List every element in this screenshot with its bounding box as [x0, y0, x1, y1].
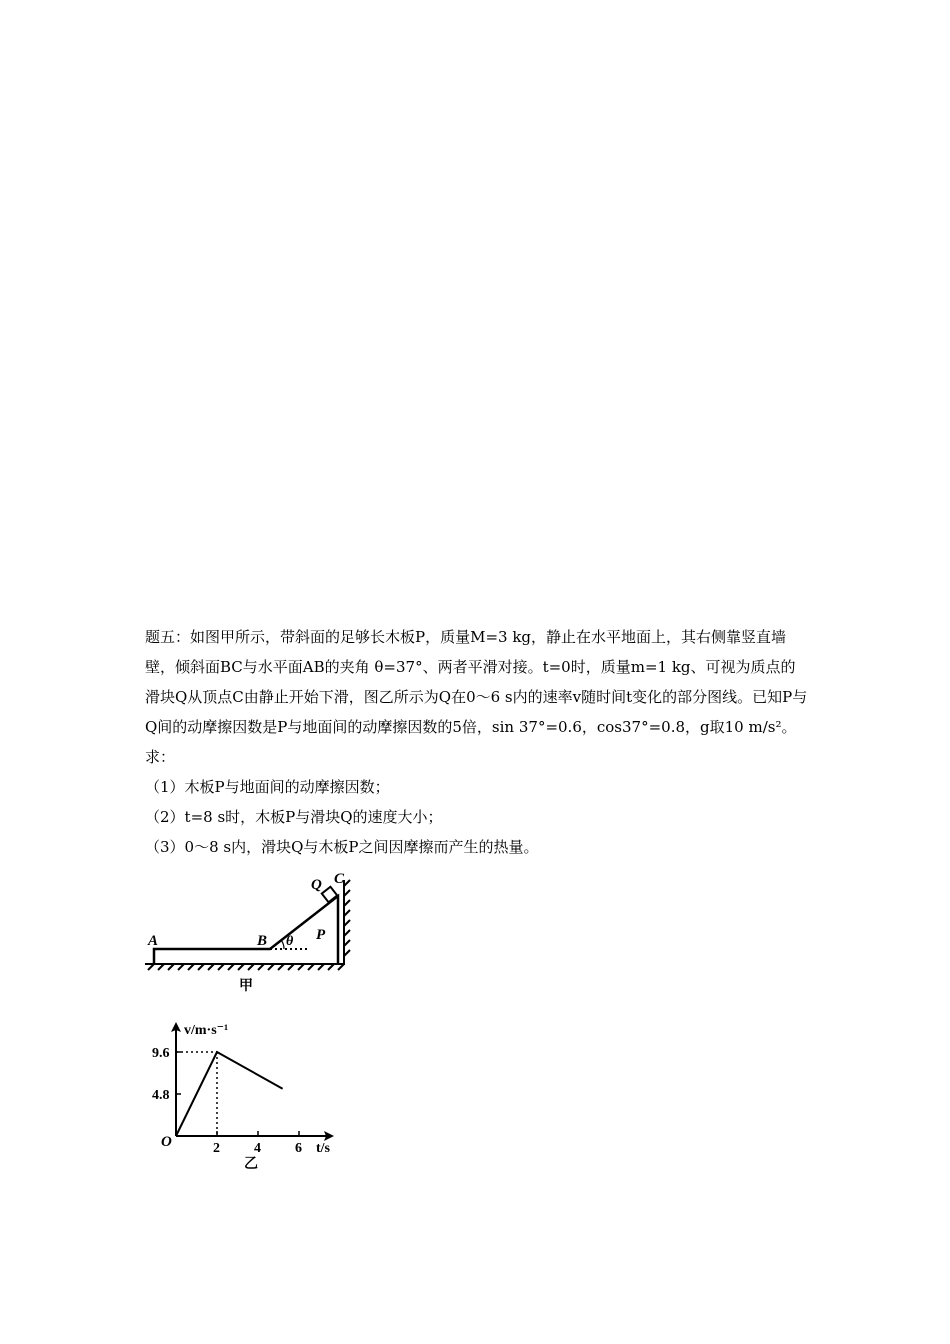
figure-jia	[140, 868, 365, 998]
x-tick-label-6: 6	[295, 1141, 302, 1156]
y-tick-label-4.8: 4.8	[152, 1088, 170, 1103]
x-tick-label-4: 4	[254, 1141, 261, 1156]
origin-label: O	[161, 1134, 172, 1150]
y-axis-label: v/m·s⁻¹	[184, 1023, 229, 1038]
y-tick-label-9.6: 9.6	[152, 1046, 170, 1061]
vt-chart	[150, 1018, 350, 1178]
figure-yi	[150, 1018, 350, 1178]
question-3: （3）0～8 s内，滑块Q与木板P之间因摩擦而产生的热量。	[145, 838, 539, 856]
problem-text	[145, 622, 810, 862]
label-theta: θ	[286, 934, 294, 949]
guide-lines	[176, 1052, 283, 1136]
question-2: （2）t=8 s时，木板P与滑块Q的速度大小；	[145, 808, 443, 826]
problem-intro: 题五：如图甲所示，带斜面的足够长木板P，质量M=3 kg，静止在水平地面上，其右侧靠竖直墙壁，倾斜面BC与水平面AB的夹角 θ=37°、两者平滑对接。t=0时，质量m=1 kg、可视为质点的滑块Q从顶点C由静止开始下滑，图乙所示为Q在0～6 s内的速率v随时间t变化的部分图线。已知P与Q间的动摩擦因数是P与地面间的动摩擦因数的5倍，sin 37°=0.6，cos37°=0.8，g取10 m/s²。求：	[145, 628, 808, 766]
label-P: P	[316, 927, 326, 943]
label-Q: Q	[311, 877, 322, 893]
figure-jia-diagram	[140, 868, 365, 998]
label-C: C	[334, 871, 345, 887]
velocity-series-line	[176, 1052, 283, 1136]
caption-yi: 乙	[244, 1157, 258, 1172]
theta-arc	[281, 940, 284, 949]
tick-group	[152, 1046, 302, 1156]
label-B: B	[257, 933, 268, 949]
caption-jia: 甲	[239, 979, 253, 994]
wall-hatching	[344, 880, 350, 964]
question-1: （1）木板P与地面间的动摩擦因数；	[145, 778, 390, 796]
board-P	[154, 896, 338, 964]
x-tick-label-2: 2	[213, 1141, 220, 1156]
x-axis-label: t/s	[316, 1141, 330, 1156]
ground-hatching	[145, 964, 345, 970]
label-A: A	[148, 933, 159, 949]
